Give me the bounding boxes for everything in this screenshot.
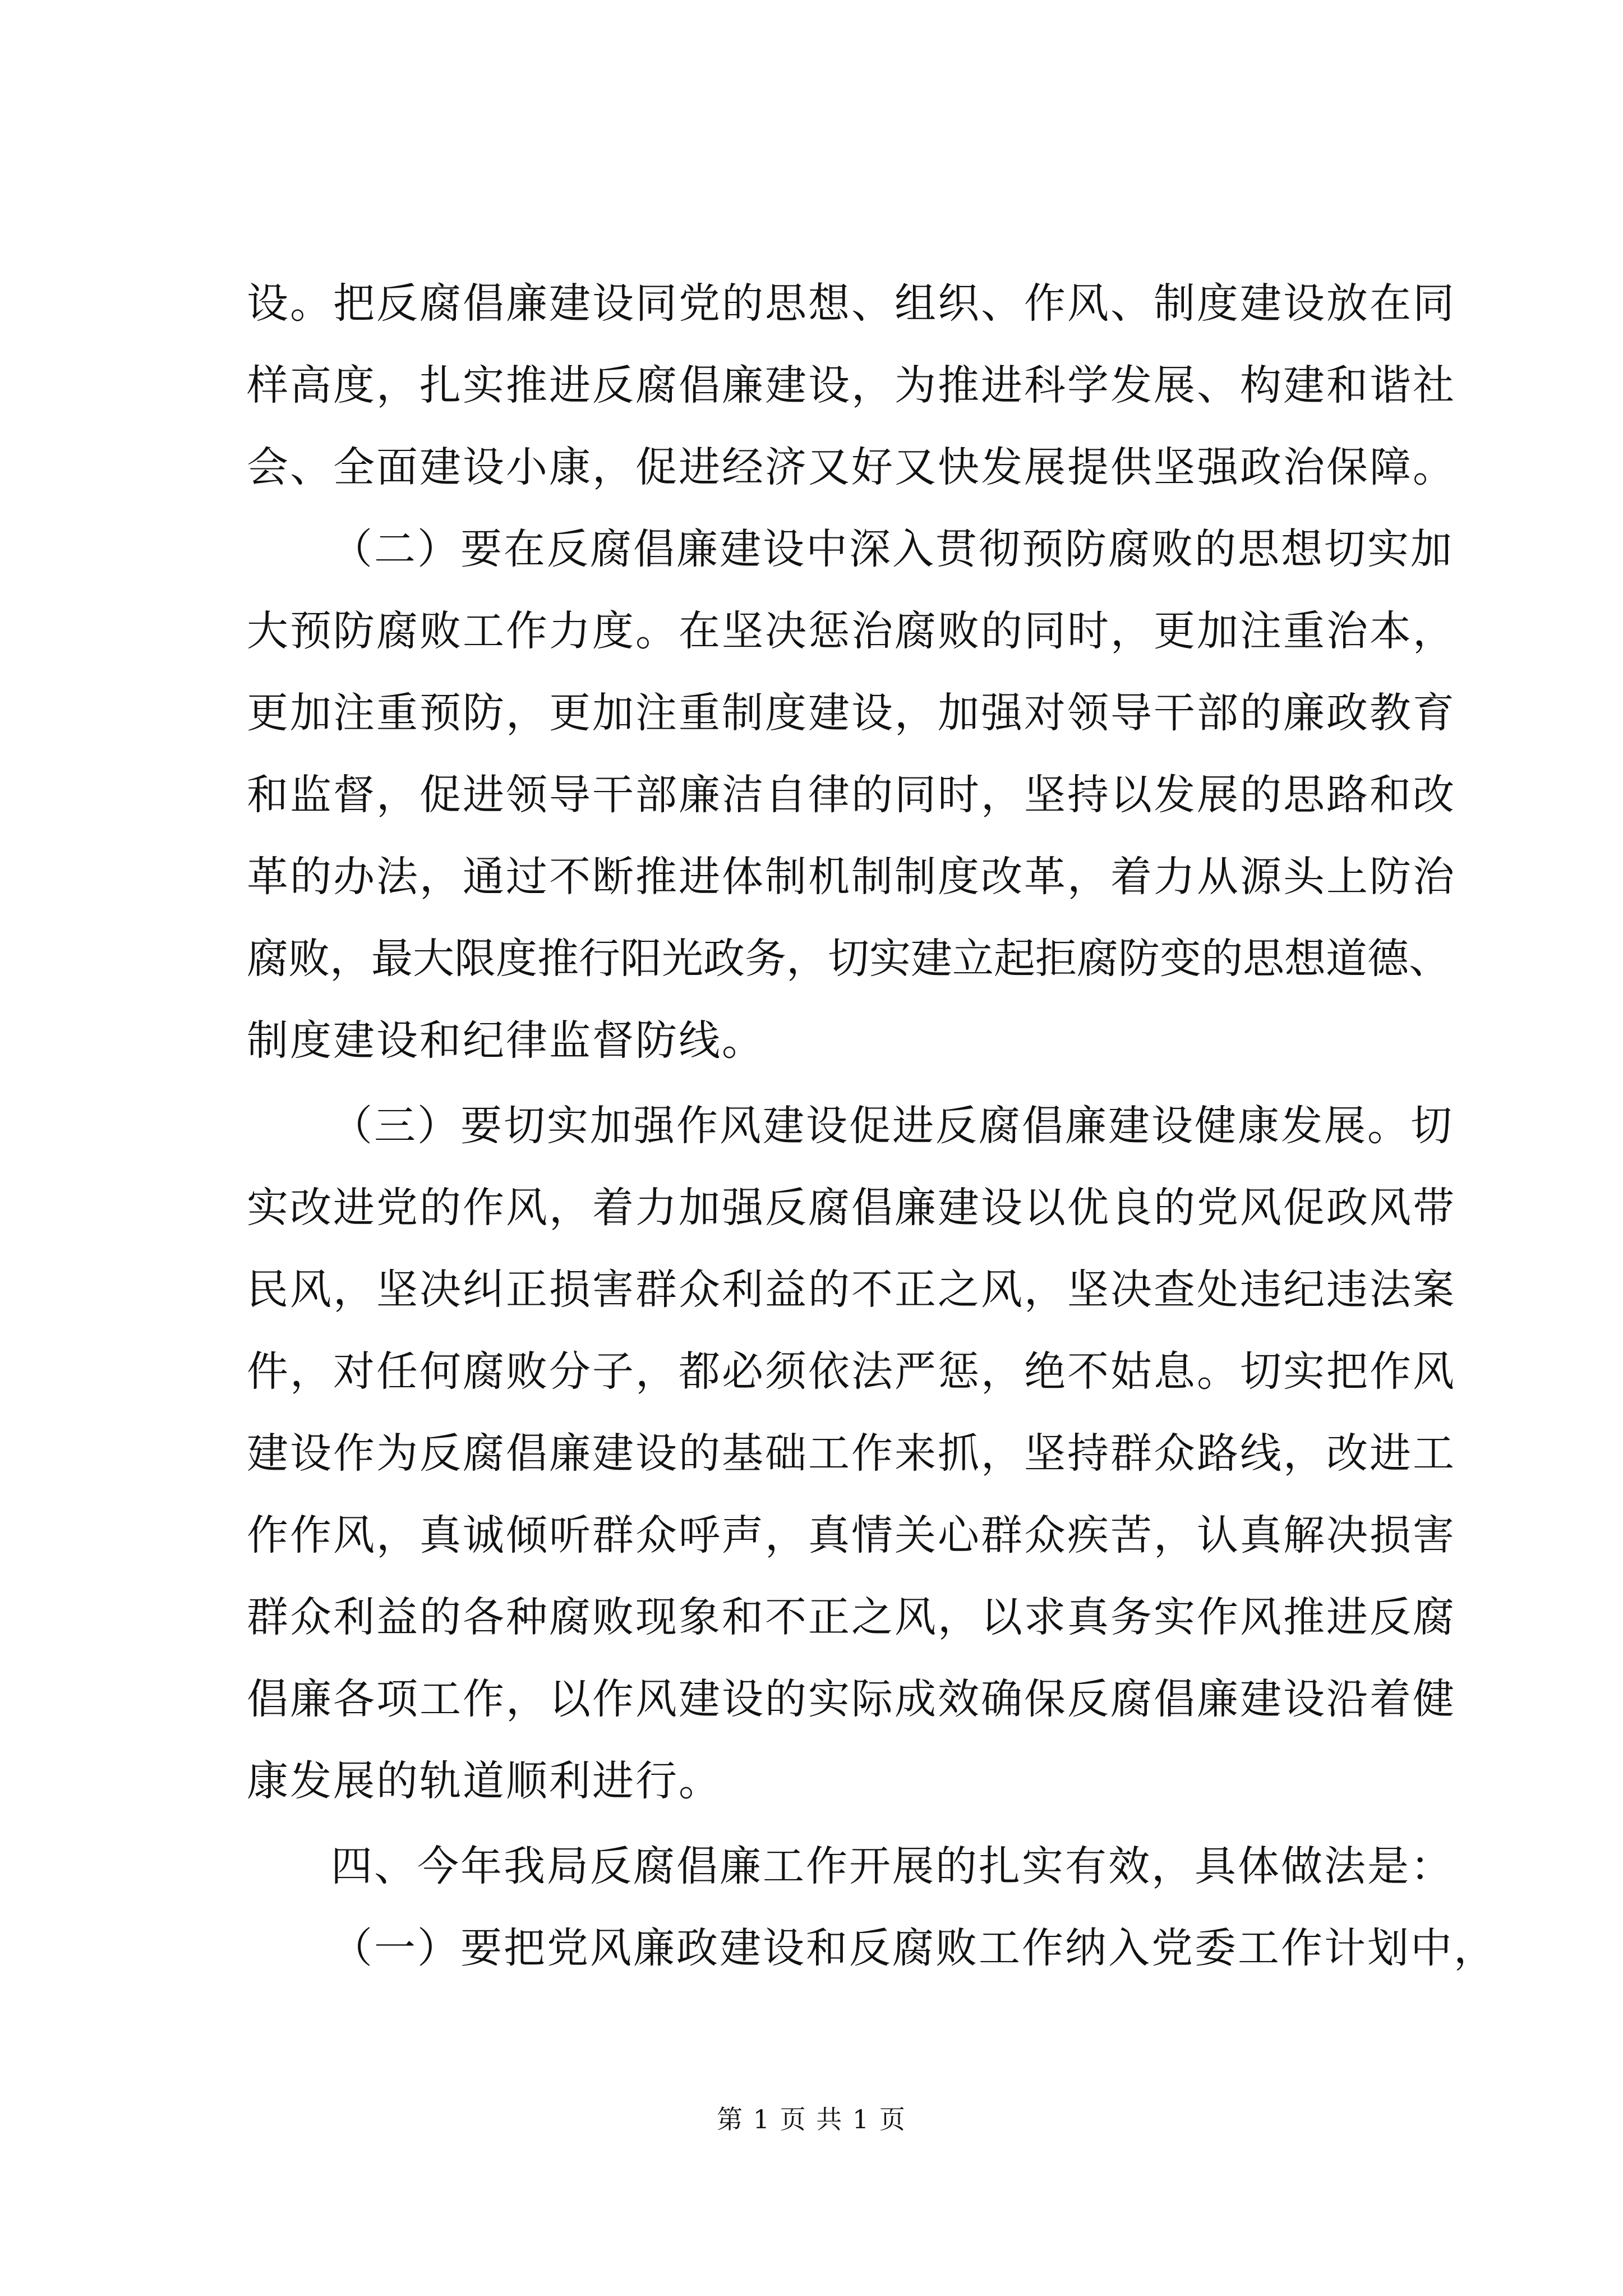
text-line: 样高度，扎实推进反腐倡廉建设，为推进科学发展、构建和谐社 bbox=[247, 361, 1456, 409]
text-line: 倡廉各项工作，以作风建设的实际成效确保反腐倡廉建设沿着健 bbox=[247, 1675, 1456, 1723]
text-line: 民风，坚决纠正损害群众利益的不正之风，坚决查处违纪违法案 bbox=[247, 1266, 1456, 1314]
section-heading-line: （二）要在反腐倡廉建设中深入贯彻预防腐败的思想切实加 bbox=[331, 525, 1454, 573]
text-line: 实改进党的作风，着力加强反腐倡廉建设以优良的党风促政风带 bbox=[247, 1184, 1456, 1232]
text-line: 设。把反腐倡廉建设同党的思想、组织、作风、制度建设放在同 bbox=[247, 279, 1456, 328]
text-line: 大预防腐败工作力度。在坚决惩治腐败的同时，更加注重治本， bbox=[247, 607, 1456, 655]
section-heading-line: （一）要把党风廉政建设和反腐败工作纳入党委工作计划中， bbox=[331, 1924, 1497, 1972]
page-footer: 第 1 页 共 1 页 bbox=[717, 2104, 906, 2134]
document-body bbox=[247, 263, 1497, 1989]
text-line: 康发展的轨道顺利进行。 bbox=[247, 1757, 722, 1805]
text-line: 和监督，促进领导干部廉洁自律的同时，坚持以发展的思路和改 bbox=[247, 771, 1456, 819]
text-line: 件，对任何腐败分子，都必须依法严惩，绝不姑息。切实把作风 bbox=[247, 1347, 1456, 1396]
text-line: 群众利益的各种腐败现象和不正之风，以求真务实作风推进反腐 bbox=[247, 1593, 1456, 1641]
text-line: 作作风，真诚倾听群众呼声，真情关心群众疾苦，认真解决损害 bbox=[247, 1511, 1456, 1559]
text-line: 革的办法，通过不断推进体制机制制度改革，着力从源头上防治 bbox=[247, 853, 1456, 901]
section-heading-line: （三）要切实加强作风建设促进反腐倡廉建设健康发展。切 bbox=[331, 1102, 1454, 1150]
text-line: 建设作为反腐倡廉建设的基础工作来抓，坚持群众路线，改进工 bbox=[247, 1429, 1456, 1478]
text-line: 会、全面建设小康，促进经济又好又快发展提供坚强政治保障。 bbox=[247, 443, 1456, 491]
text-line: 更加注重预防，更加注重制度建设，加强对领导干部的廉政教育 bbox=[247, 689, 1456, 737]
text-line: 制度建设和纪律监督防线。 bbox=[247, 1016, 765, 1065]
text-line: 腐败，最大限度推行阳光政务，切实建立起拒腐防变的思想道德、 bbox=[247, 935, 1450, 983]
section-heading-line: 四、今年我局反腐倡廉工作开展的扎实有效，具体做法是： bbox=[331, 1842, 1454, 1890]
